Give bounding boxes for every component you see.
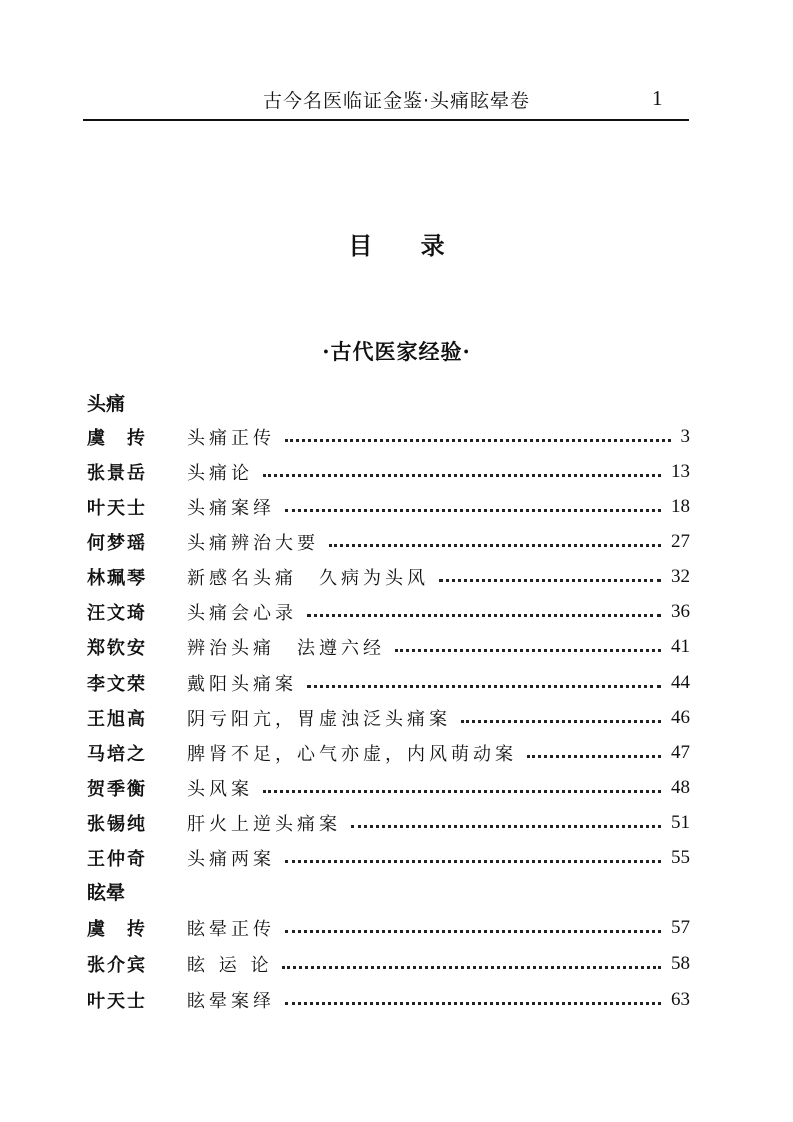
- dot-leader: [285, 928, 661, 933]
- toc-entry[interactable]: [87, 949, 690, 979]
- toc-topic: 肝火上逆头痛案: [187, 814, 341, 835]
- toc-topic: 阴亏阳亢，胃虚浊泛头痛案: [187, 709, 451, 730]
- toc-page: 48: [671, 777, 690, 798]
- toc-author: 张锡纯: [87, 814, 147, 835]
- dot-leader: [307, 683, 661, 688]
- toc-topic: 眩 运 论: [187, 955, 273, 976]
- toc-author: 张介宾: [87, 955, 147, 976]
- toc-entry[interactable]: [87, 913, 690, 943]
- toc-page: 55: [671, 847, 690, 868]
- toc-entry[interactable]: [87, 527, 690, 557]
- toc-entry[interactable]: [87, 808, 690, 838]
- toc-topic: 新感名头痛 久病为头风: [187, 568, 429, 589]
- toc-page: 36: [671, 601, 690, 622]
- toc-page: 58: [671, 953, 690, 974]
- dot-leader: [285, 1000, 661, 1005]
- toc-entry[interactable]: [87, 492, 690, 522]
- toc-topic: 脾肾不足，心气亦虚，内风萌动案: [187, 744, 517, 765]
- toc-author: 虞 抟: [87, 428, 147, 449]
- toc-page: 27: [671, 531, 690, 552]
- toc-entry[interactable]: [87, 738, 690, 768]
- dot-leader: [351, 823, 661, 828]
- section-title: ·古代医家经验·: [322, 339, 471, 364]
- toc-topic: 头痛正传: [187, 428, 275, 449]
- toc-page: 57: [671, 917, 690, 938]
- toc-entry[interactable]: [87, 422, 690, 452]
- running-header-title: 古今名医临证金鉴·头痛眩晕卷: [262, 90, 531, 112]
- toc-entry[interactable]: [87, 632, 690, 662]
- toc-author: 王仲奇: [87, 849, 147, 870]
- dot-leader: [285, 437, 671, 442]
- toc-entry[interactable]: [87, 985, 690, 1015]
- toc-page: 63: [671, 989, 690, 1010]
- toc-entry[interactable]: [87, 703, 690, 733]
- toc-page: 51: [671, 812, 690, 833]
- dot-leader: [282, 964, 661, 969]
- header-rule: [83, 119, 689, 121]
- toc-author: 林珮琴: [87, 568, 147, 589]
- toc-entry[interactable]: [87, 773, 690, 803]
- dot-leader: [263, 788, 661, 793]
- toc-entry[interactable]: [87, 562, 690, 592]
- toc-page: 18: [671, 496, 690, 517]
- toc-topic: 头痛两案: [187, 849, 275, 870]
- toc-author: 叶天士: [87, 498, 147, 519]
- toc-topic: 辨治头痛 法遵六经: [187, 638, 385, 659]
- toc-author: 张景岳: [87, 463, 147, 484]
- dot-leader: [285, 507, 661, 512]
- toc-author: 虞 抟: [87, 919, 147, 940]
- toc-author: 汪文琦: [87, 603, 147, 624]
- toc-author: 王旭高: [87, 709, 147, 730]
- group-title-headache: 头痛: [87, 393, 126, 415]
- dot-leader: [527, 753, 661, 758]
- toc-topic: 头痛会心录: [187, 603, 297, 624]
- dot-leader: [307, 612, 661, 617]
- toc-topic: 头风案: [187, 779, 253, 800]
- toc-author: 叶天士: [87, 991, 147, 1012]
- toc-entry[interactable]: [87, 457, 690, 487]
- toc-topic: 戴阳头痛案: [187, 674, 297, 695]
- toc-topic: 眩晕案绎: [187, 991, 275, 1012]
- toc-author: 贺季衡: [87, 779, 147, 800]
- toc-title: 目 录: [348, 232, 445, 260]
- toc-entry[interactable]: [87, 668, 690, 698]
- toc-page: 13: [671, 461, 690, 482]
- dot-leader: [329, 542, 661, 547]
- toc-page: 41: [671, 636, 690, 657]
- page-number: 1: [652, 86, 663, 110]
- group-title-vertigo: 眩晕: [87, 882, 126, 904]
- dot-leader: [285, 858, 661, 863]
- dot-leader: [263, 472, 661, 477]
- toc-page: 44: [671, 672, 690, 693]
- toc-entry[interactable]: [87, 843, 690, 873]
- toc-author: 郑钦安: [87, 638, 147, 659]
- toc-topic: 眩晕正传: [187, 919, 275, 940]
- dot-leader: [461, 718, 661, 723]
- toc-page: 46: [671, 707, 690, 728]
- dot-leader: [395, 647, 661, 652]
- toc-page: 32: [671, 566, 690, 587]
- dot-leader: [439, 577, 661, 582]
- toc-entry[interactable]: [87, 597, 690, 627]
- toc-page: 3: [680, 426, 690, 447]
- toc-topic: 头痛辨治大要: [187, 533, 319, 554]
- toc-topic: 头痛论: [187, 463, 253, 484]
- toc-topic: 头痛案绎: [187, 498, 275, 519]
- toc-author: 李文荣: [87, 674, 147, 695]
- toc-author: 马培之: [87, 744, 147, 765]
- toc-page: 47: [671, 742, 690, 763]
- toc-author: 何梦瑶: [87, 533, 147, 554]
